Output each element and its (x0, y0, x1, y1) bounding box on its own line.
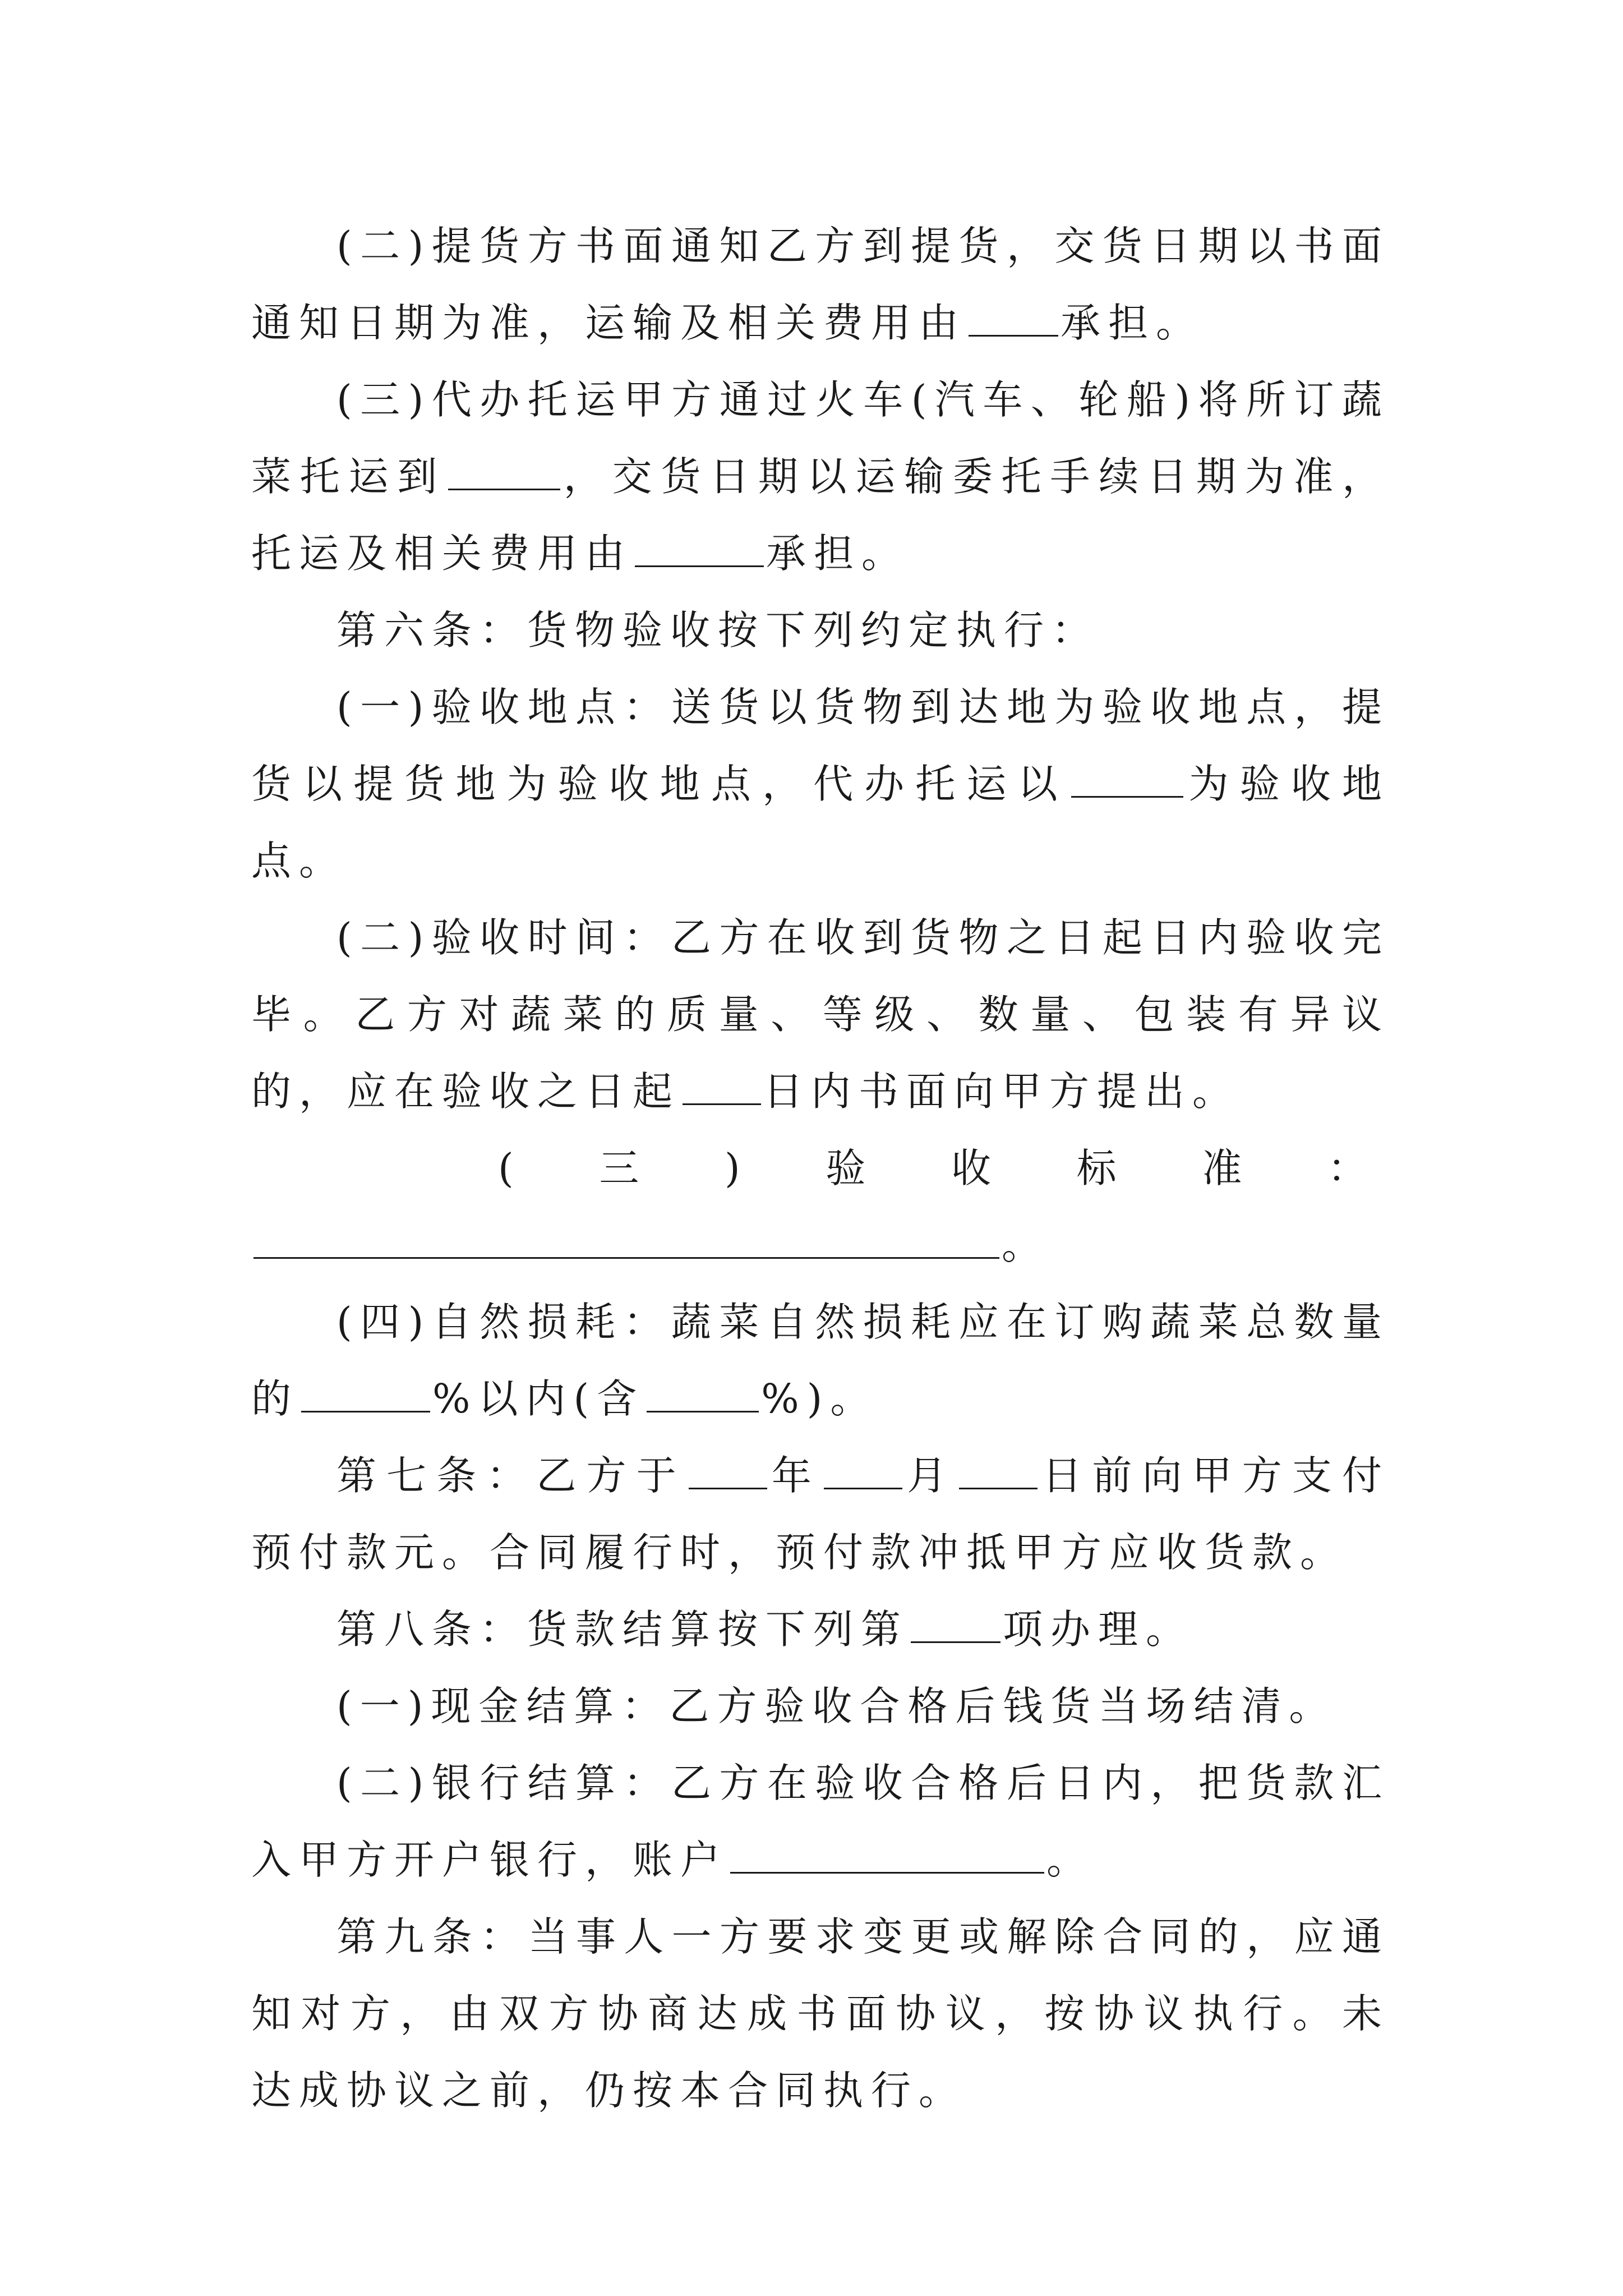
article-six-heading: 第六条：货物验收按下列约定执行： (336, 607, 1100, 654)
paragraph-inspection-standard: ( 三 ) 验 收 标 准 ： (498, 1145, 1367, 1191)
blank-line (911, 1610, 1000, 1643)
article-seven: 第七条：乙方于 年 月 日前向甲方支付预付款元。合同履行时，预付款冲抵甲方应收货款。 (251, 1452, 1390, 1576)
paragraph-inspection-time: (二)验收时间：乙方在收到货物之日起日内验收完毕。乙方对蔬菜的质量、等级、数量、包装有异议的，应在验收之日起 日内书面向甲方提出。 (251, 914, 1390, 1115)
paragraph-cash-settlement: (一)现金结算：乙方验收合格后钱货当场结清。 (336, 1683, 1337, 1729)
blank-line (730, 1841, 1044, 1874)
article-eight: 第八条：货款结算按下列第 项办理。 (336, 1606, 1194, 1653)
blank-line (253, 1226, 999, 1259)
blank-line (959, 1456, 1038, 1489)
blank-line (683, 1072, 761, 1105)
blank-line (689, 1456, 767, 1489)
blank-line (1071, 765, 1183, 798)
paragraph-natural-loss: (四)自然损耗：蔬菜自然损耗应在订购蔬菜总数量的 %以内(含 %)。 (251, 1299, 1390, 1422)
paragraph-delivery-pickup: (二)提货方书面通知乙方到提货，交货日期以书面通知日期为准，运输及相关费用由 承担。 (251, 223, 1390, 346)
blank-line (448, 457, 560, 490)
paragraph-bank-settlement: (二)银行结算：乙方在验收合格后日内，把货款汇入甲方开户银行，账户 。 (251, 1760, 1390, 1883)
blank-line (647, 1379, 759, 1412)
contract-text (251, 208, 1390, 2129)
blank-line (969, 303, 1058, 337)
paragraph-inspection-standard-blank: 。 (251, 1207, 1390, 1283)
article-nine: 第九条：当事人一方要求变更或解除合同的，应通知对方，由双方协商达成书面协议，按协议执行。未达成协议之前，仍按本合同执行。 (251, 1913, 1390, 2114)
paragraph-consigned-transport: (三)代办托运甲方通过火车(汽车、轮船)将所订蔬菜托运到 ，交货日期以运输委托手续日期为准，托运及相关费用由 承担。 (251, 376, 1390, 577)
blank-line (301, 1379, 430, 1412)
paragraph-inspection-place: (一)验收地点：送货以货物到达地为验收地点，提货以提货地为验收地点，代办托运以 为验收地点。 (251, 684, 1390, 884)
blank-line (635, 534, 764, 567)
blank-line (824, 1456, 902, 1489)
